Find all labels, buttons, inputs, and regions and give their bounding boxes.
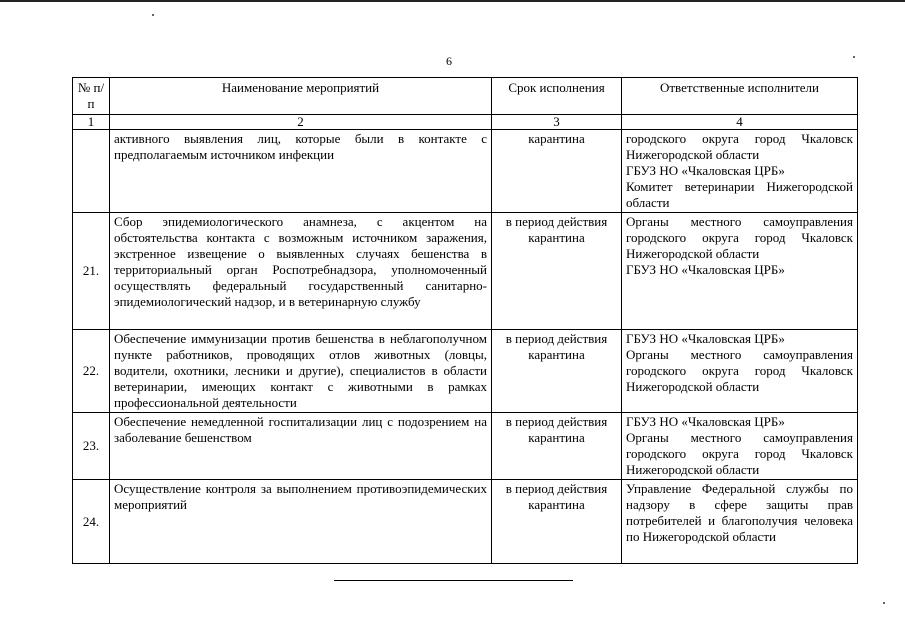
col-index: 1 bbox=[73, 115, 110, 130]
responsible-line: Органы местного самоуправления городского округа город Чкаловск Нижегородской области bbox=[626, 430, 853, 477]
measure-responsible bbox=[622, 480, 858, 564]
table-row bbox=[73, 480, 858, 564]
page-number: 6 bbox=[446, 54, 452, 68]
column-index-row bbox=[73, 115, 858, 130]
scan-top-edge bbox=[0, 0, 905, 2]
row-number: 24. bbox=[73, 480, 110, 564]
responsible-line: Органы местного самоуправления городского округа город Чкаловск Нижегородской области bbox=[626, 347, 853, 394]
table-row bbox=[73, 130, 858, 213]
row-number: 21. bbox=[73, 213, 110, 330]
col-header-name: Наименование мероприятий bbox=[110, 78, 492, 115]
measure-responsible bbox=[622, 413, 858, 480]
measure-name: Обеспечение немедленной госпитализации лиц с подозрением на заболевание бешенством bbox=[110, 413, 492, 480]
responsible-line: Комитет ветеринарии Нижегородской области bbox=[626, 179, 853, 210]
measure-term: в период действия карантина bbox=[492, 480, 622, 564]
measure-responsible bbox=[622, 213, 858, 330]
header-row bbox=[73, 78, 858, 115]
responsible-line: городского округа город Чкаловск Нижегородской области bbox=[626, 131, 853, 162]
table-row bbox=[73, 413, 858, 480]
col-index: 4 bbox=[622, 115, 858, 130]
col-index: 2 bbox=[110, 115, 492, 130]
col-header-num: № п/п bbox=[73, 78, 110, 115]
responsible-line: Органы местного самоуправления городского округа город Чкаловск Нижегородской области bbox=[626, 214, 853, 261]
responsible-line: ГБУЗ НО «Чкаловская ЦРБ» bbox=[626, 414, 785, 429]
measure-term: карантина bbox=[492, 130, 622, 213]
responsible-line: ГБУЗ НО «Чкаловская ЦРБ» bbox=[626, 163, 785, 178]
col-header-term: Срок исполнения bbox=[492, 78, 622, 115]
row-number bbox=[73, 130, 110, 213]
measure-term: в период действия карантина bbox=[492, 330, 622, 413]
row-number: 22. bbox=[73, 330, 110, 413]
table-row bbox=[73, 330, 858, 413]
row-number: 23. bbox=[73, 413, 110, 480]
col-header-resp: Ответственные исполнители bbox=[622, 78, 858, 115]
measure-responsible bbox=[622, 330, 858, 413]
measure-term: в период действия карантина bbox=[492, 213, 622, 330]
measure-name: Сбор эпидемиологического анамнеза, с акцентом на обстоятельства контакта с возможным источником заражения, экстренное извещение о выявленных случаях бешенства в территориальный орган Роспотребнадзора, уполномоченный осуществлять федеральный государственный санитарно-эпидемиологический надзор, и в ветеринарную службу bbox=[110, 213, 492, 330]
table-row bbox=[73, 213, 858, 330]
scan-speck bbox=[883, 602, 885, 604]
col-index: 3 bbox=[492, 115, 622, 130]
measure-responsible bbox=[622, 130, 858, 213]
responsible-line: ГБУЗ НО «Чкаловская ЦРБ» bbox=[626, 262, 785, 277]
responsible-line: Управление Федеральной службы по надзору в сфере защиты прав потребителей и благополучия человека по Нижегородской области bbox=[626, 481, 853, 544]
measure-term: в период действия карантина bbox=[492, 413, 622, 480]
measure-name: активного выявления лиц, которые были в контакте с предполагаемым источником инфекции bbox=[110, 130, 492, 213]
measure-name: Обеспечение иммунизации против бешенства в неблагополучном пункте работников, проводящих отлов животных (ловцы, водители, охотники, лесники и другие), специалистов в области ветеринарии, имеющих контакт с животными в рамках профессиональной деятельности bbox=[110, 330, 492, 413]
scan-speck bbox=[853, 56, 855, 58]
scan-speck bbox=[152, 14, 154, 16]
responsible-line: ГБУЗ НО «Чкаловская ЦРБ» bbox=[626, 331, 785, 346]
measures-table bbox=[72, 77, 858, 564]
closing-rule bbox=[334, 580, 573, 581]
measure-name: Осуществление контроля за выполнением противоэпидемических мероприятий bbox=[110, 480, 492, 564]
